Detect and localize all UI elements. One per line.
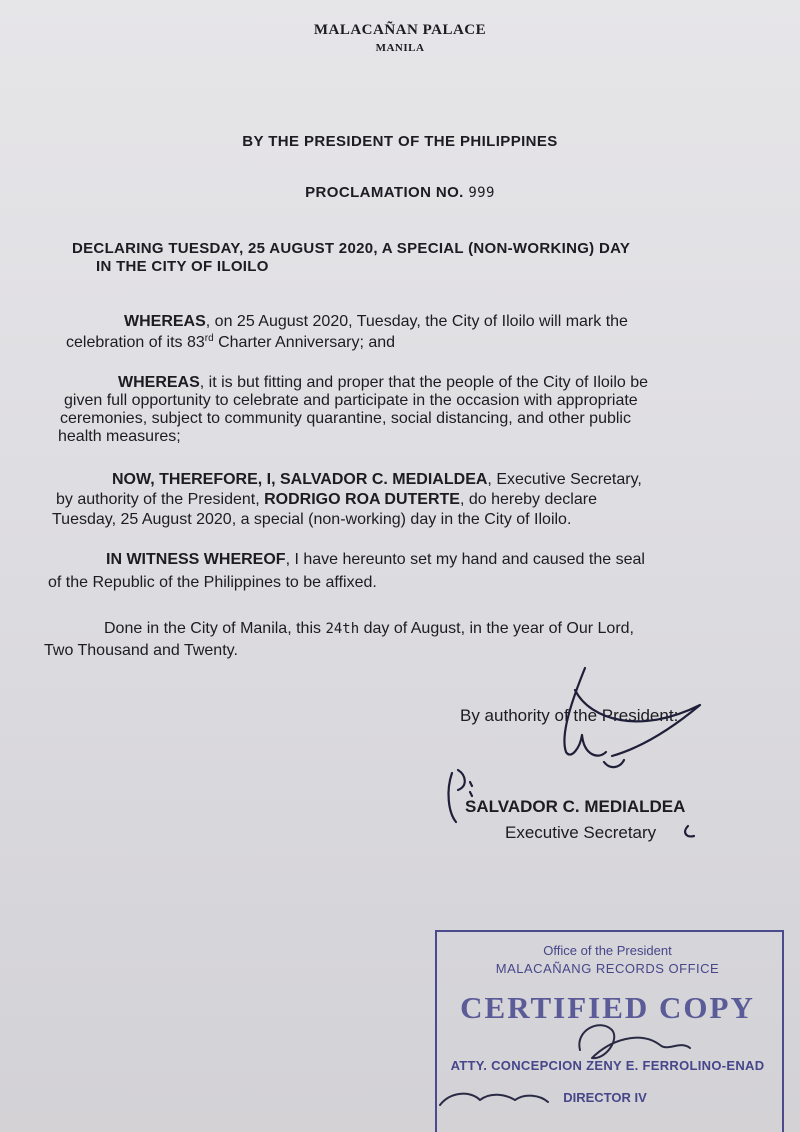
- now-therefore-line2: [56, 491, 597, 508]
- witness-line2: of the Republic of the Philippines to be affixed.: [48, 574, 377, 591]
- proclamation-label: PROCLAMATION NO.: [305, 184, 464, 201]
- palace-name: MALACAÑAN PALACE: [313, 22, 487, 38]
- whereas-1-text1: , on 25 August 2020, Tuesday, the City of Iloilo will mark the: [205, 313, 628, 330]
- done-text1a: Done in the City of Manila, this: [104, 620, 326, 637]
- whereas-1-line1: [124, 313, 628, 330]
- whereas-1-line2: [66, 334, 395, 351]
- now-therefore-text2b: , do hereby declare: [459, 491, 597, 508]
- palace-city: MANILA: [375, 42, 425, 54]
- signature-stroke-tail: [604, 760, 624, 767]
- whereas-2-text1: , it is but fitting and proper that the people of the City of Iloilo be: [199, 374, 649, 391]
- done-text1b: day of August, in the year of Our Lord,: [359, 620, 634, 637]
- ordinal-suffix: rd: [204, 333, 214, 344]
- whereas-2-line1: [118, 374, 648, 391]
- proclamation-title-line2: IN THE CITY OF ILOILO: [96, 258, 269, 275]
- signatory-title: Executive Secretary: [505, 823, 657, 842]
- whereas-2-line2: given full opportunity to celebrate and participate in the occasion with appropriate: [64, 392, 638, 409]
- stamp-office: Office of the President: [543, 943, 672, 958]
- witness-lead: IN WITNESS WHEREOF: [106, 551, 286, 568]
- proclamation-number: 999: [468, 185, 495, 201]
- stamp-director-title: DIRECTOR IV: [563, 1090, 647, 1105]
- initial-mark-small: [685, 826, 694, 836]
- whereas-1-lead: WHEREAS: [124, 313, 206, 330]
- proclamation-heading: [0, 184, 800, 201]
- done-line2: Two Thousand and Twenty.: [44, 642, 238, 659]
- done-line1: [104, 620, 634, 638]
- stamp-attorney-name: ATTY. CONCEPCION ZENY E. FERROLINO-ENAD: [450, 1058, 765, 1073]
- proclamation-title-line1: DECLARING TUESDAY, 25 AUGUST 2020, A SPECIAL (NON-WORKING) DAY: [72, 240, 631, 257]
- now-therefore-line3: Tuesday, 25 August 2020, a special (non-working) day in the City of Iloilo.: [52, 511, 572, 528]
- witness-line1: [106, 551, 645, 568]
- whereas-2-line3: ceremonies, subject to community quarantine, social distancing, and other public: [60, 410, 631, 427]
- whereas-1-text2a: celebration of its 83: [66, 334, 205, 351]
- whereas-2-lead: WHEREAS: [118, 374, 200, 391]
- whereas-2-line4: health measures;: [58, 428, 181, 445]
- done-day: 24th: [325, 621, 360, 637]
- signatory-name: SALVADOR C. MEDIALDEA: [465, 797, 686, 816]
- now-therefore-text2a: by authority of the President,: [56, 491, 265, 508]
- president-name: RODRIGO ROA DUTERTE: [264, 491, 460, 508]
- witness-text1: , I have hereunto set my hand and caused the seal: [285, 551, 645, 568]
- stamp-certified-copy: CERTIFIED COPY: [460, 990, 755, 1025]
- whereas-1-text2b: Charter Anniversary; and: [213, 334, 396, 351]
- issuer-heading: BY THE PRESIDENT OF THE PHILIPPINES: [242, 133, 558, 150]
- now-therefore-line1: [112, 471, 642, 488]
- now-therefore-lead: NOW, THEREFORE, I, SALVADOR C. MEDIALDEA: [112, 471, 488, 488]
- stamp-records-office: MALACAÑANG RECORDS OFFICE: [495, 961, 720, 976]
- now-therefore-text1: , Executive Secretary,: [487, 471, 642, 488]
- by-authority-label: By authority of the President:: [460, 706, 679, 725]
